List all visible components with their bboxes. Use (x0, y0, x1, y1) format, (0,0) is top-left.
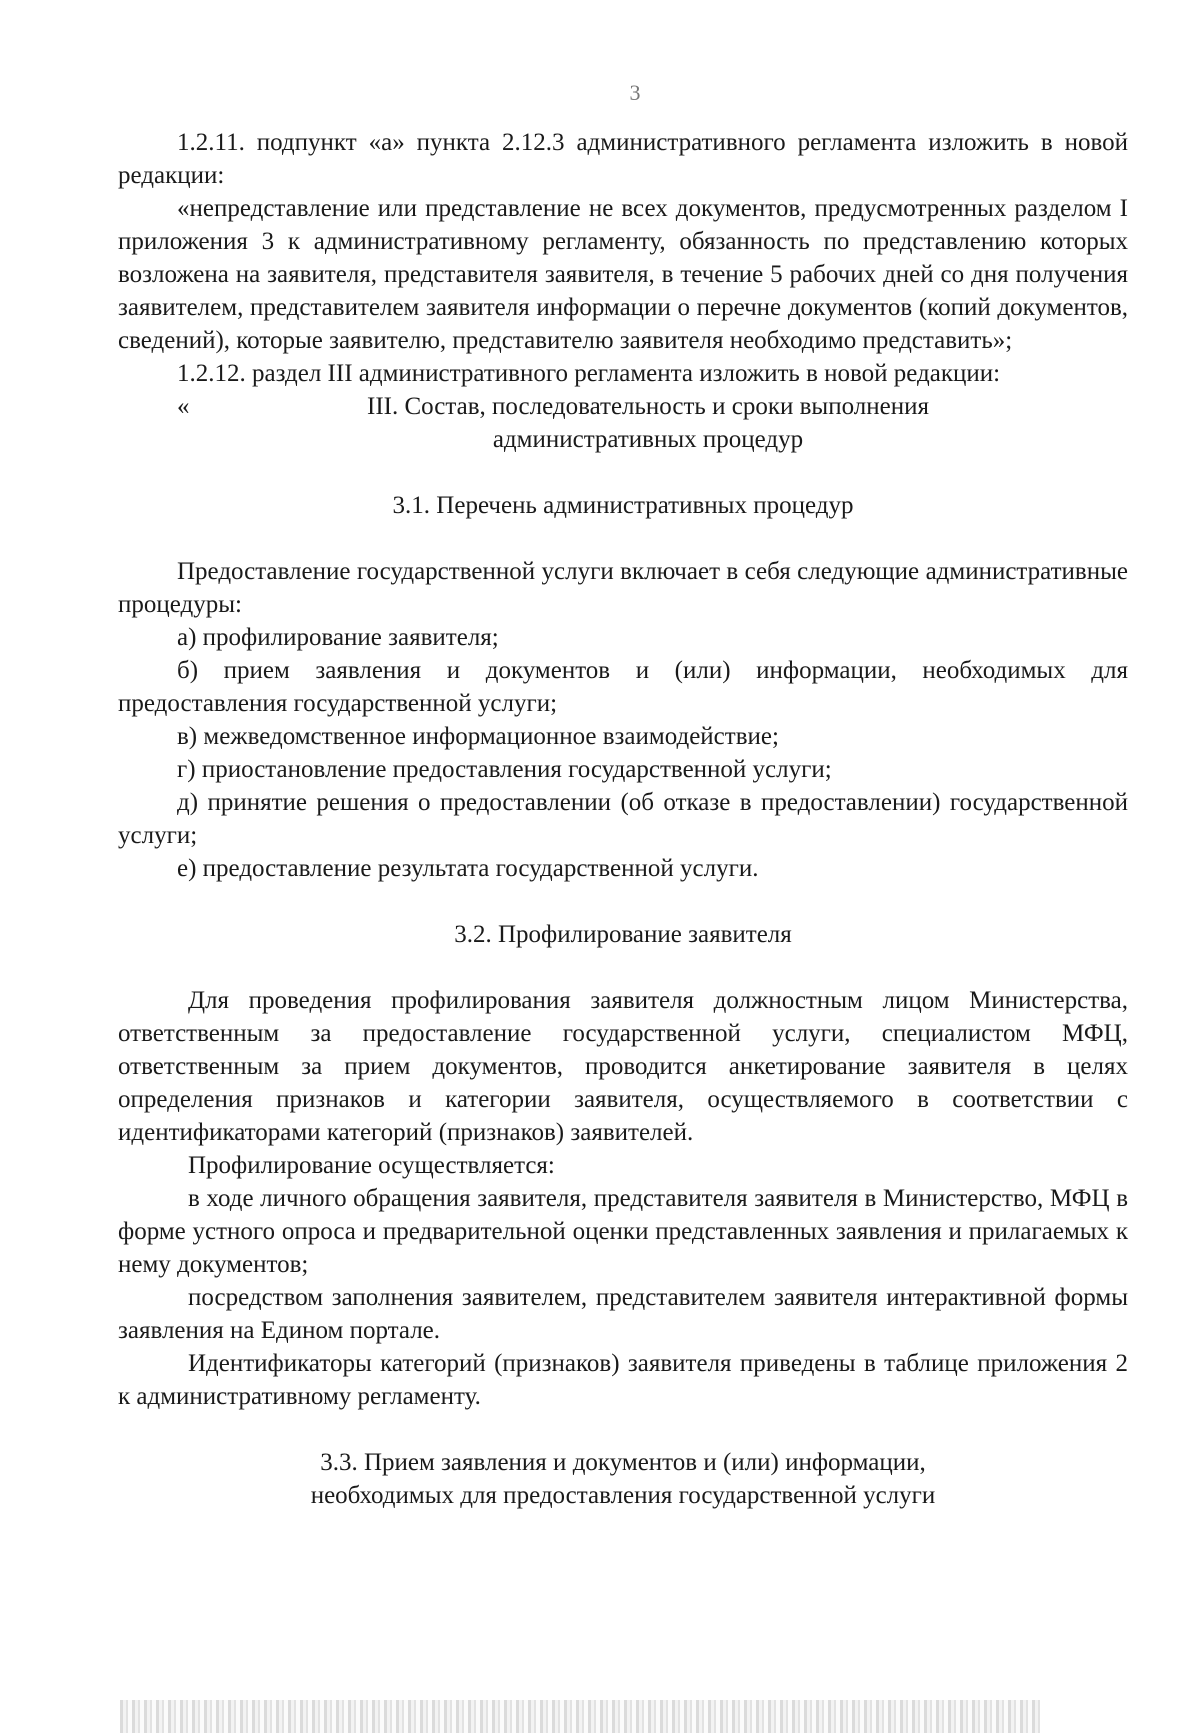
paragraph-profiling: Для проведения профилирования заявителя должностным лицом Министерства, ответственным за предоставление государственной услуги, специалистом МФЦ, ответственным за прием документов, проводится анкетирование заявителя в целях определения признаков и категории заявителя, осуществляемого в соответствии с идентификаторами категорий (признаков) заявителей. (118, 987, 1128, 1146)
paragraph-identifiers: Идентификаторы категорий (признаков) заявителя приведены в таблице приложения 2 к административному регламенту. (118, 1350, 1128, 1410)
paragraph-profiling-methods: Профилирование осуществляется: (188, 1152, 555, 1179)
list-item-b: б) прием заявления и документов и (или) информации, необходимых для предоставления государственной услуги; (118, 657, 1128, 717)
paragraph-1-2-12: 1.2.12. раздел III административного регламента изложить в новой редакции: (177, 360, 1001, 387)
list-item-e: е) предоставление результата государственной услуги. (177, 855, 759, 882)
section-3-title-line-1: III. Состав, последовательность и сроки выполнения (367, 393, 929, 420)
heading-3-2: 3.2. Профилирование заявителя (454, 921, 792, 948)
section-3-title (118, 390, 1128, 456)
heading-3-3-line-2: необходимых для предоставления государственной услуги (310, 1482, 936, 1509)
section-3-title-line-2: административных процедур (492, 426, 804, 453)
paragraph-procedures-intro: Предоставление государственной услуги включает в себя следующие административные процедуры: (118, 558, 1128, 618)
paragraph-1-2-11: 1.2.11. подпункт «а» пункта 2.12.3 административного регламента изложить в новой редакции: (118, 129, 1128, 189)
list-item-d: д) принятие решения о предоставлении (об отказе в предоставлении) государственной услуги; (118, 789, 1128, 849)
list-item-v: в) межведомственное информационное взаимодействие; (177, 723, 779, 750)
opening-quote: « (177, 393, 190, 420)
heading-3-1: 3.1. Перечень административных процедур (392, 492, 854, 519)
document-body (118, 126, 1128, 1512)
paragraph-personal-visit: в ходе личного обращения заявителя, представителя заявителя в Министерство, МФЦ в форме устного опроса и предварительной оценки представленных заявления и прилагаемых к нему документов; (118, 1185, 1128, 1278)
heading-3-3-line-1: 3.3. Прием заявления и документов и (или) информации, (320, 1449, 926, 1476)
paragraph-quote-nonsubmission: «непредставление или представление не всех документов, предусмотренных разделом I приложения 3 к административному регламенту, обязанность по представлению которых возложена на заявителя, представителя заявителя, в течение 5 рабочих дней со дня получения заявителем, представителем заявителя информации о перечне документов (копий документов, сведений), которые заявителю, представителю заявителя необходимо представить»; (118, 195, 1128, 354)
list-item-a: а) профилирование заявителя; (177, 624, 499, 651)
paragraph-interactive-form: посредством заполнения заявителем, представителем заявителя интерактивной формы заявления на Едином портале. (118, 1284, 1128, 1344)
page-number: 3 (629, 80, 641, 105)
scan-edge-artifact (120, 1700, 1040, 1733)
list-item-g: г) приостановление предоставления государственной услуги; (177, 756, 832, 783)
